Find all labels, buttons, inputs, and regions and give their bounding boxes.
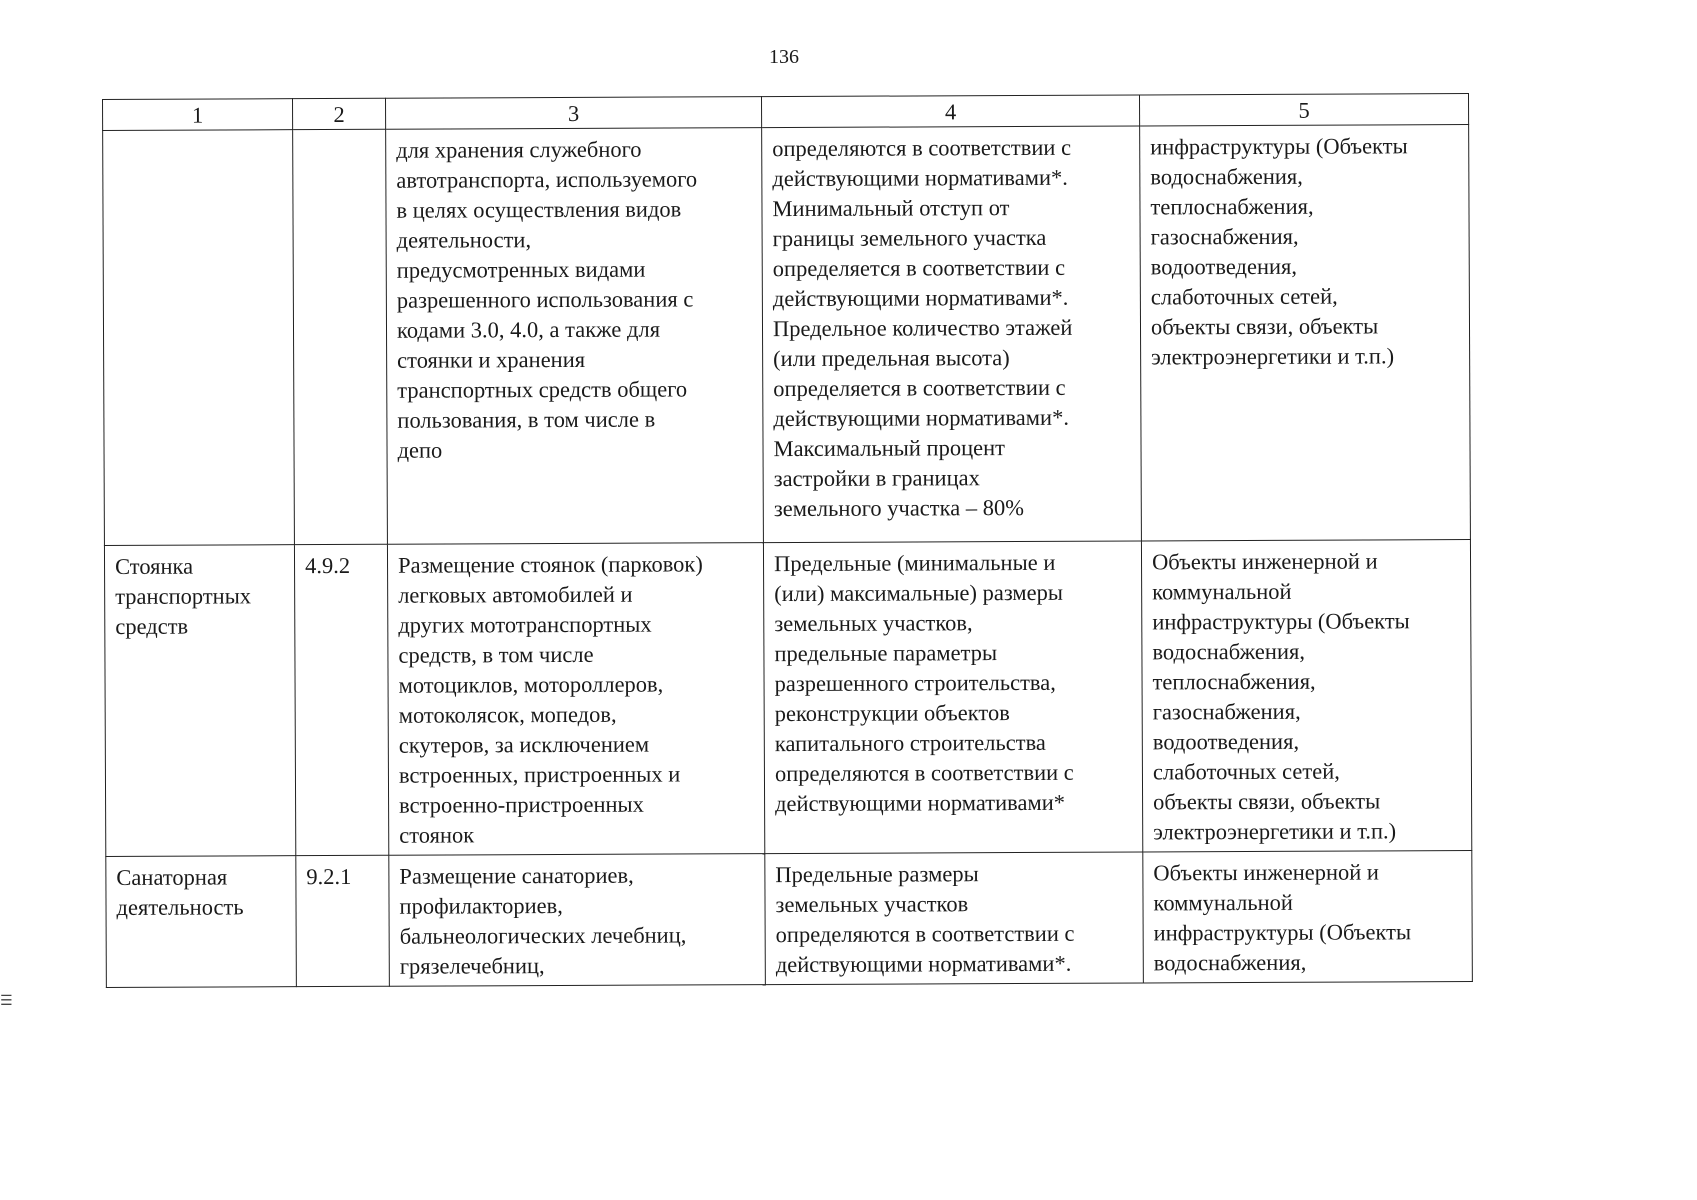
- column-number-5: 5: [1139, 94, 1468, 126]
- description-cell: для хранения служебного автотранспорта, используемого в целях осуществления видов деятельности, предусмотренных видами разрешенного использования с кодами 3.0, 4.0, а также для стоянки и хранения транспортных средств общего пользования, в том числе в депо: [386, 128, 764, 545]
- parameters-cell: Предельные (минимальные и (или) максимальные) размеры земельных участков, предельные параметры разрешенного строительства, реконструкции объектов капитального строительства определяются в соответствии с действующими нормативами*: [763, 541, 1142, 854]
- column-number-2: 2: [293, 98, 386, 129]
- table-row: [106, 851, 1473, 988]
- infrastructure-cell: Объекты инженерной и коммунальной инфраструктуры (Объекты водоснабжения, теплоснабжения, газоснабжения, водоотведения, слаботочных сетей, объекты связи, объекты электроэнергетики и т.п.): [1141, 540, 1471, 852]
- table-row: [103, 125, 1471, 546]
- land-use-code-cell: [293, 129, 388, 544]
- infrastructure-cell: Объекты инженерной и коммунальной инфраструктуры (Объекты водоснабжения,: [1143, 851, 1473, 983]
- regulations-table: [102, 93, 1473, 988]
- land-use-code-cell: 4.9.2: [294, 544, 388, 855]
- land-use-name-cell: [103, 130, 295, 546]
- description-cell: Размещение санаториев, профилакториев, бальнеологических лечебниц, грязелечебниц,: [389, 854, 766, 987]
- description-cell: Размещение стоянок (парковок) легковых автомобилей и других мототранспортных средств, в том числе мотоциклов, мотороллеров, мотоколясок, мопедов, скутеров, за исключением встроенных, пристроенных и встроенно-пристроенных стоянок: [387, 543, 764, 856]
- infrastructure-cell: инфраструктуры (Объекты водоснабжения, теплоснабжения, газоснабжения, водоотведения, слаботочных сетей, объекты связи, объекты электроэнергетики и т.п.): [1140, 125, 1471, 541]
- column-number-3: 3: [385, 97, 761, 130]
- page-number: 136: [769, 46, 799, 68]
- land-use-code-cell: 9.2.1: [296, 855, 390, 986]
- land-use-name-cell: Стоянка транспортных средств: [104, 545, 295, 857]
- land-use-name-cell: Санаторная деятельность: [106, 856, 297, 988]
- parameters-cell: Предельные размеры земельных участков определяются в соответствии с действующими нормативами*.: [765, 852, 1144, 985]
- column-number-4: 4: [761, 95, 1139, 128]
- table-row: [104, 540, 1471, 857]
- column-number-1: 1: [103, 99, 293, 131]
- parameters-cell: определяются в соответствии с действующими нормативами*. Минимальный отступ от границы земельного участка определяется в соответствии с действующими нормативами*. Предельное количество этажей (или предельная высота) определяется в соответствии с действующими нормативами*. Максимальный процент застройки в границах земельного участка – 80%: [762, 126, 1142, 543]
- margin-mark-icon: ☰: [0, 993, 13, 1009]
